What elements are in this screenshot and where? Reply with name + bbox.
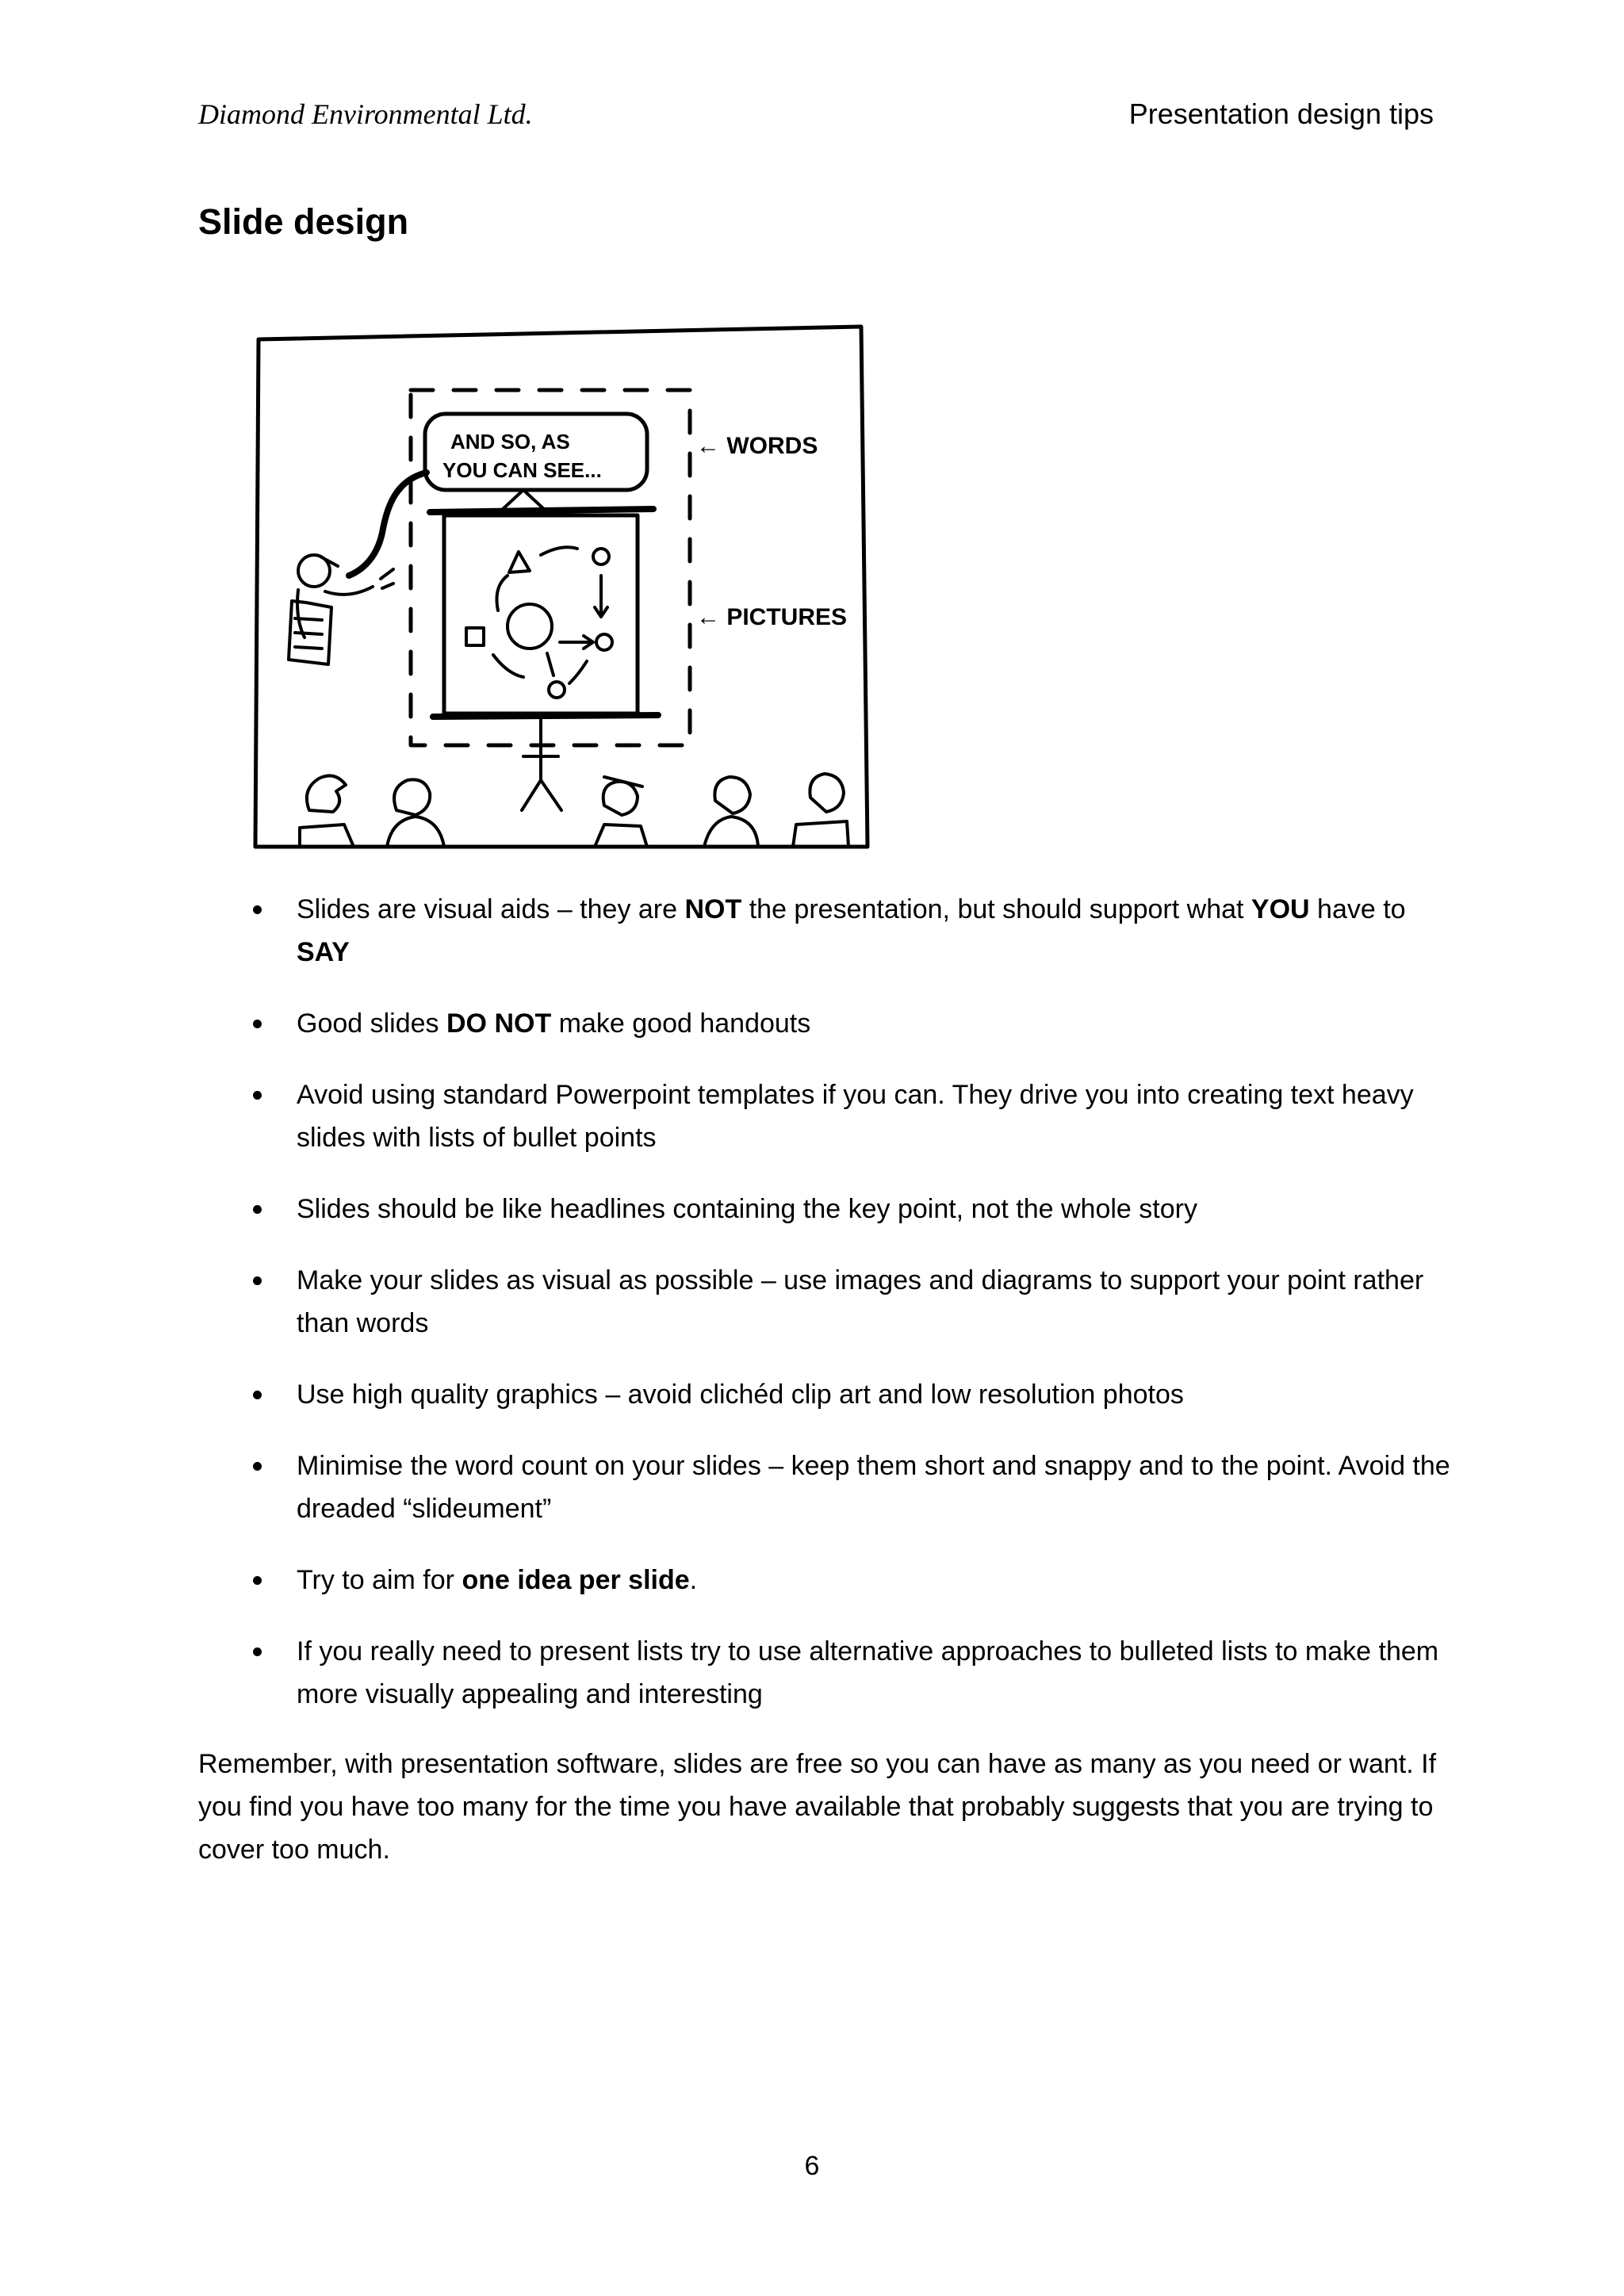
bullet-text: Slides should be like headlines containing the key point, not the whole story <box>297 1194 1197 1224</box>
bullet-item <box>297 1373 1454 1416</box>
label-pictures: ← PICTURES <box>696 604 848 630</box>
bullet-text: make good handouts <box>551 1008 811 1039</box>
bullet-item <box>297 1559 1454 1601</box>
bullet-emphasis: YOU <box>1251 894 1310 924</box>
section-title: Slide design <box>198 201 409 242</box>
bullet-dot-icon <box>253 1576 262 1585</box>
bullet-text: the presentation, but should support what <box>741 894 1251 924</box>
bullet-text: Avoid using standard Powerpoint templates if you can. They drive you into creating text heavy slides with lists of bullet points <box>297 1080 1414 1153</box>
presentation-sketch-illustration <box>246 317 888 856</box>
bullet-item <box>297 1259 1454 1345</box>
bullet-dot-icon <box>253 1020 262 1028</box>
bullet-item <box>297 1073 1454 1159</box>
bullet-text: Try to aim for <box>297 1565 462 1595</box>
bullet-emphasis: DO NOT <box>446 1008 552 1039</box>
bullet-text: If you really need to present lists try to use alternative approaches to bulleted lists to make them more visually appealing and interesting <box>297 1636 1439 1709</box>
bullet-item <box>297 1630 1454 1716</box>
bullet-text: . <box>689 1565 698 1595</box>
bullet-dot-icon <box>253 1276 262 1285</box>
speech-bubble-text-line1: AND SO, AS <box>450 430 570 453</box>
bullet-item <box>297 888 1454 974</box>
bullet-dot-icon <box>253 1391 262 1399</box>
bullet-text: Make your slides as visual as possible – use images and diagrams to support your point rather than words <box>297 1265 1424 1338</box>
page-number: 6 <box>804 2151 820 2181</box>
speech-bubble-text-line2: YOU CAN SEE... <box>442 458 602 482</box>
bullet-dot-icon <box>253 1205 262 1214</box>
bullet-text: Minimise the word count on your slides – keep them short and snappy and to the point. Avoid the dreaded “slideument” <box>297 1451 1450 1524</box>
label-words: ← WORDS <box>696 433 818 459</box>
bullet-dot-icon <box>253 905 262 914</box>
bullet-emphasis: one idea per slide <box>462 1565 690 1595</box>
header-company: Diamond Environmental Ltd. <box>198 98 533 130</box>
tips-bullet-list <box>297 888 1454 1744</box>
bullet-item <box>297 1188 1454 1230</box>
bullet-item <box>297 1002 1454 1045</box>
header-document-title: Presentation design tips <box>1128 98 1434 130</box>
closing-paragraph: Remember, with presentation software, slides are free so you can have as many as you need or want. If you find you have too many for the time you have available that probably suggests that you are trying to cover too much. <box>198 1749 1437 1865</box>
bullet-emphasis: SAY <box>297 937 350 967</box>
bullet-text: have to <box>1309 894 1406 924</box>
bullet-dot-icon <box>253 1647 262 1656</box>
bullet-item <box>297 1445 1454 1530</box>
bullet-text: Slides are visual aids – they are <box>297 894 685 924</box>
bullet-dot-icon <box>253 1462 262 1471</box>
bullet-text: Use high quality graphics – avoid clichéd clip art and low resolution photos <box>297 1380 1184 1410</box>
bullet-dot-icon <box>253 1091 262 1100</box>
bullet-text: Good slides <box>297 1008 446 1039</box>
bullet-emphasis: NOT <box>684 894 742 924</box>
